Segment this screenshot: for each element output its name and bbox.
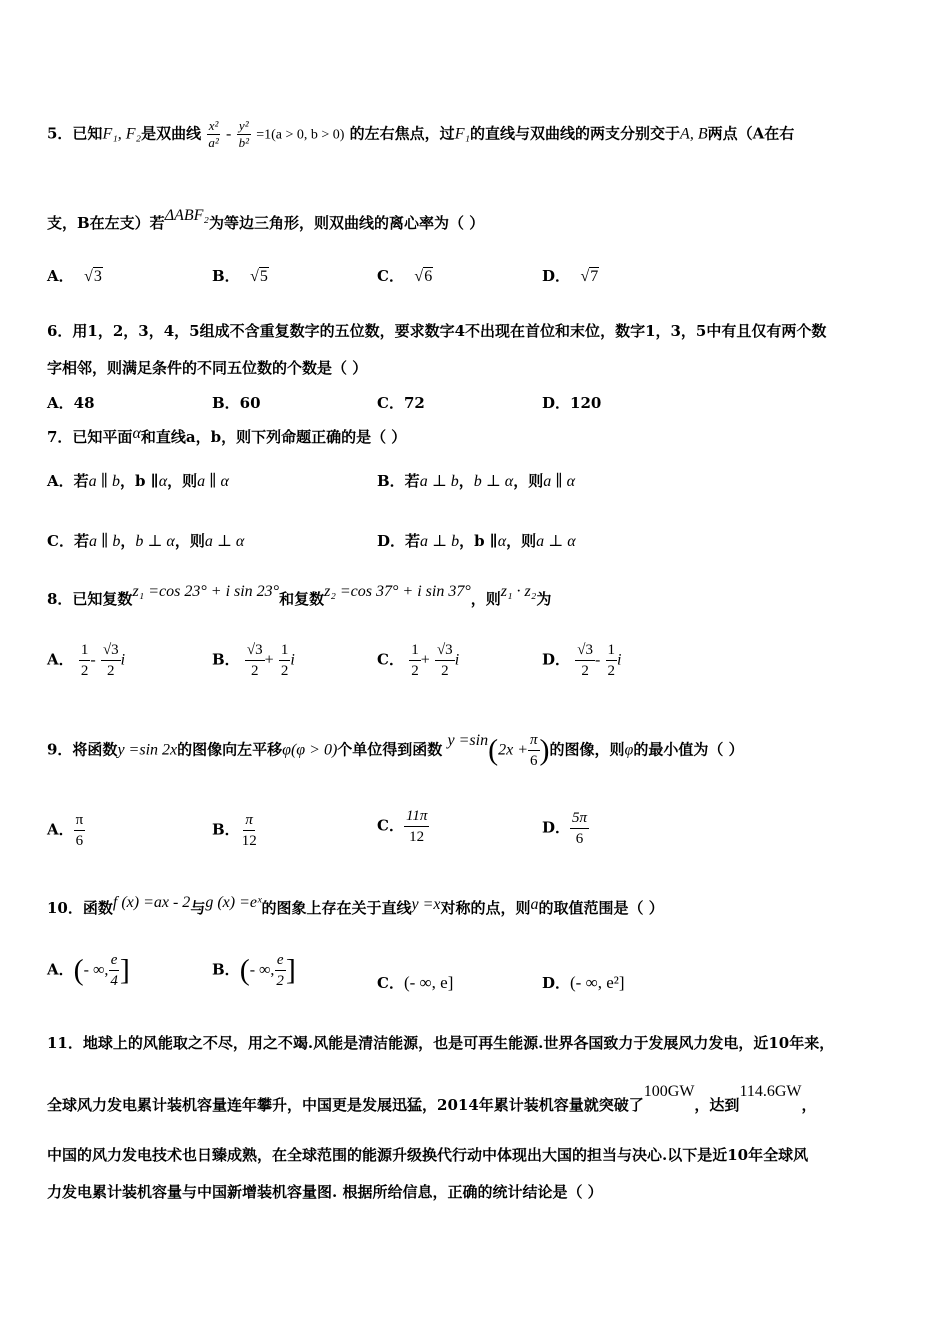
q10-option-d[interactable]: D．(- ∞, e²] [542, 973, 625, 992]
q6-option-d[interactable]: D．120 [542, 394, 602, 412]
q5-option-b[interactable]: B． √5 [212, 267, 268, 285]
q8-stem: 8．已知复数z₁ =cos 23° + i sin 23°和复数z₂ =cos 37° + i sin 37°，则z₁ · z₂为 [47, 583, 552, 608]
q7-option-a[interactable]: A．若a ∥ b，b ∥α，则a ∥ α [47, 472, 229, 490]
q9-option-c[interactable]: C． $\frac{11\pi}{12}$ [377, 808, 428, 845]
q5-foci: F₁, F₂ [102, 125, 142, 143]
q7-option-b[interactable]: B．若a ⊥ b，b ⊥ α，则a ∥ α [377, 472, 576, 490]
q7-stem: 7．已知平面α和直线a，b，则下列命题正确的是（ ） [47, 425, 407, 446]
q11-line4: 力发电累计装机容量与中国新增装机容量图. 根据所给信息，正确的统计结论是（ ） [47, 1183, 603, 1201]
q9-option-b[interactable]: B． $\frac{\pi}{12}$ [212, 812, 257, 849]
q8-option-a[interactable]: A． $\frac{1}{2}$ - $\frac{√3}{2}$ i [47, 642, 126, 679]
q5-line1: 5．已知F₁, F₂是双曲线 $\frac{\text{x²}}{\text{a²}}$ - $\frac{\text{y²}}{\text{b²}}$ =1(a > 0, b > 0) 的左右焦点，过F₁的直线与双曲线的两支分别交于A, B两点（A在右 [47, 118, 795, 150]
q8-option-d[interactable]: D． $\frac{√3}{2}$ - $\frac{1}{2}$ i [542, 642, 622, 679]
q5-hyperbola-equation: $\frac{\text{x²}}{\text{a²}}$ - $\frac{\text{y²}}{\text{b²}}$ =1(a > 0, b > 0) [208, 118, 345, 150]
q6-line1: 6．用1，2，3，4，5组成不含重复数字的五位数，要求数字4不出现在首位和末位，数字1，3，5中有且仅有两个数 [47, 322, 827, 340]
q10-option-b[interactable]: B．(- ∞, $\frac{e}{2}$ ] [212, 952, 296, 989]
q10-option-c[interactable]: C．(- ∞, e] [377, 973, 454, 992]
q6-option-b[interactable]: B．60 [212, 394, 261, 412]
q7-option-c[interactable]: C．若a ∥ b，b ⊥ α，则a ⊥ α [47, 532, 245, 550]
q11-line1: 11．地球上的风能取之不尽，用之不竭.风能是清洁能源，也是可再生能源.世界各国致力于发展风力发电，近10年来， [47, 1034, 835, 1052]
q5-line2: 支，B在左支）若ΔABF₂为等边三角形，则双曲线的离心率为（ ） [47, 207, 485, 232]
q11-line2: 全球风力发电累计装机容量连年攀升，中国更是发展迅猛，2014年累计装机容量就突破了100GW，达到114.6GW， [47, 1083, 817, 1114]
q5-option-c[interactable]: C． √6 [377, 267, 433, 285]
q10-stem: 10．函数f (x) =ax - 2与g (x) =eˣ的图象上存在关于直线y =x对称的点，则a的取值范围是（ ） [47, 894, 664, 917]
q6-option-c[interactable]: C．72 [377, 394, 425, 412]
q9-option-a[interactable]: A． $\frac{\pi}{6}$ [47, 812, 84, 849]
q6-option-a[interactable]: A．48 [47, 394, 95, 412]
q9-stem: 9．将函数y =sin 2x的图像向左平移φ(φ > 0)个单位得到函数 y =sin(2x + $\frac{\pi}{6}$ )的图像，则φ的最小值为（ ） [47, 731, 744, 769]
q9-option-d[interactable]: D． $\frac{5\pi}{6}$ [542, 810, 588, 847]
q5-option-a[interactable]: A． √3 [47, 267, 102, 285]
q7-option-d[interactable]: D．若a ⊥ b，b ∥α，则a ⊥ α [377, 532, 576, 550]
q10-option-a[interactable]: A．(- ∞, $\frac{e}{4}$ ] [47, 952, 130, 989]
q8-option-c[interactable]: C． $\frac{1}{2}$ + $\frac{√3}{2}$ i [377, 642, 460, 679]
q6-line2: 字相邻，则满足条件的不同五位数的个数是（ ） [47, 359, 368, 377]
q11-line3: 中国的风力发电技术也日臻成熟，在全球范围的能源升级换代行动中体现出大国的担当与决心.以下是近10年全球风 [47, 1146, 809, 1164]
q8-option-b[interactable]: B． $\frac{√3}{2}$ + $\frac{1}{2}$ i [212, 642, 295, 679]
q5-option-d[interactable]: D． √7 [542, 267, 599, 285]
